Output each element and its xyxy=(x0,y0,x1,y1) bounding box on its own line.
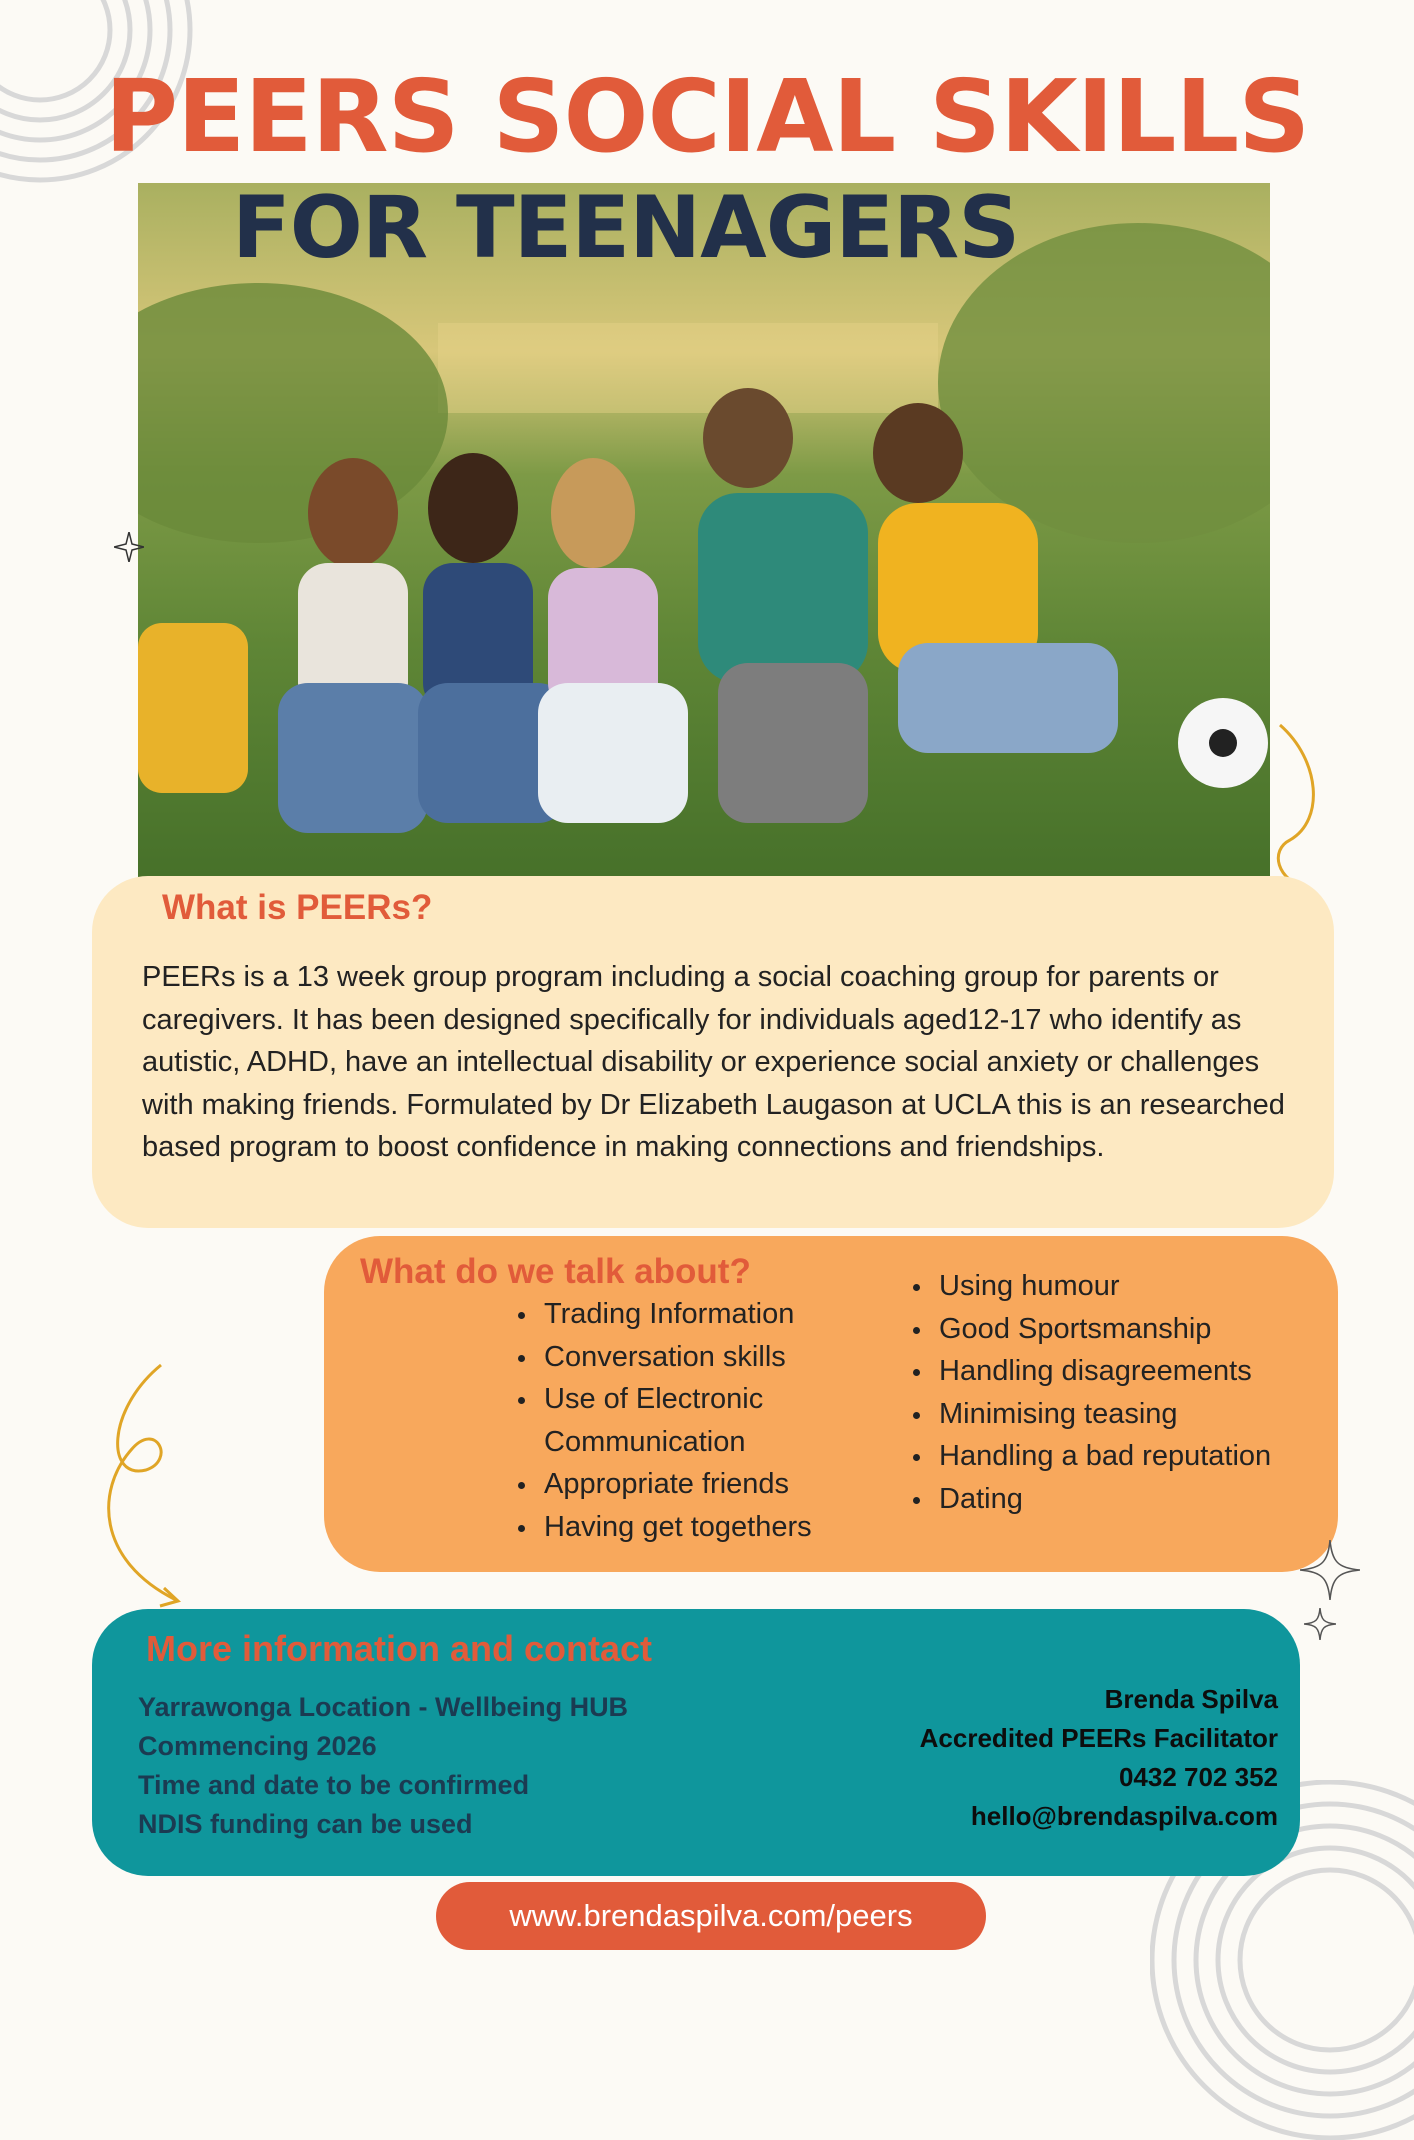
list-item: Conversation skills xyxy=(514,1336,874,1379)
facilitator-role: Accredited PEERs Facilitator xyxy=(919,1723,1278,1753)
list-item: Having get togethers xyxy=(514,1506,874,1549)
sparkle-small-icon xyxy=(1304,1608,1336,1640)
topics-list-right xyxy=(909,1265,1329,1520)
sparkle-icon xyxy=(114,532,144,562)
list-item: Appropriate friends xyxy=(514,1463,874,1506)
what-is-body: PEERs is a 13 week group program including a social coaching group for parents or caregivers. It has been designed specifically for individuals aged12-17 who identify as autistic, ADHD, have an intellectual disability or experience social anxiety or challenges with making friends. Formulated by Dr Elizabeth Laugason at UCLA this is an researched based program to boost confidence in making connections and friendships. xyxy=(142,961,1285,1163)
facilitator-email[interactable]: hello@brendaspilva.com xyxy=(970,1801,1278,1831)
topics-list-left xyxy=(514,1293,874,1548)
group-of-teenagers-photo xyxy=(138,183,1270,951)
list-item: Minimising teasing xyxy=(909,1393,1329,1436)
curl-decoration-icon xyxy=(1270,720,1330,900)
facilitator-details xyxy=(820,1680,1278,1836)
contact-heading: More information and contact xyxy=(146,1628,653,1669)
list-item: Good Sportsmanship xyxy=(909,1308,1329,1351)
contact-start: Commencing 2026 xyxy=(138,1731,377,1761)
contact-time: Time and date to be confirmed xyxy=(138,1770,530,1800)
page-subtitle: FOR TEENAGERS xyxy=(232,178,1020,278)
what-is-heading: What is PEERs? xyxy=(162,888,433,927)
contact-details xyxy=(138,1688,628,1844)
list-item: Trading Information xyxy=(514,1293,874,1336)
list-item: Use of Electronic Communication xyxy=(514,1378,874,1463)
page-title: PEERS SOCIAL SKILLS xyxy=(104,58,1310,175)
swirl-arrow-icon xyxy=(86,1360,196,1610)
facilitator-name: Brenda Spilva xyxy=(1104,1684,1278,1714)
topics-heading: What do we talk about? xyxy=(360,1252,751,1291)
hero-photo xyxy=(138,183,1270,951)
list-item: Dating xyxy=(909,1478,1329,1521)
sparkle-large-icon xyxy=(1300,1540,1360,1600)
contact-funding: NDIS funding can be used xyxy=(138,1809,473,1839)
website-link[interactable]: www.brendaspilva.com/peers xyxy=(436,1882,986,1950)
contact-location: Yarrawonga Location - Wellbeing HUB xyxy=(138,1692,629,1722)
list-item: Handling a bad reputation xyxy=(909,1435,1329,1478)
list-item: Using humour xyxy=(909,1265,1329,1308)
list-item: Handling disagreements xyxy=(909,1350,1329,1393)
facilitator-phone[interactable]: 0432 702 352 xyxy=(1118,1762,1278,1792)
